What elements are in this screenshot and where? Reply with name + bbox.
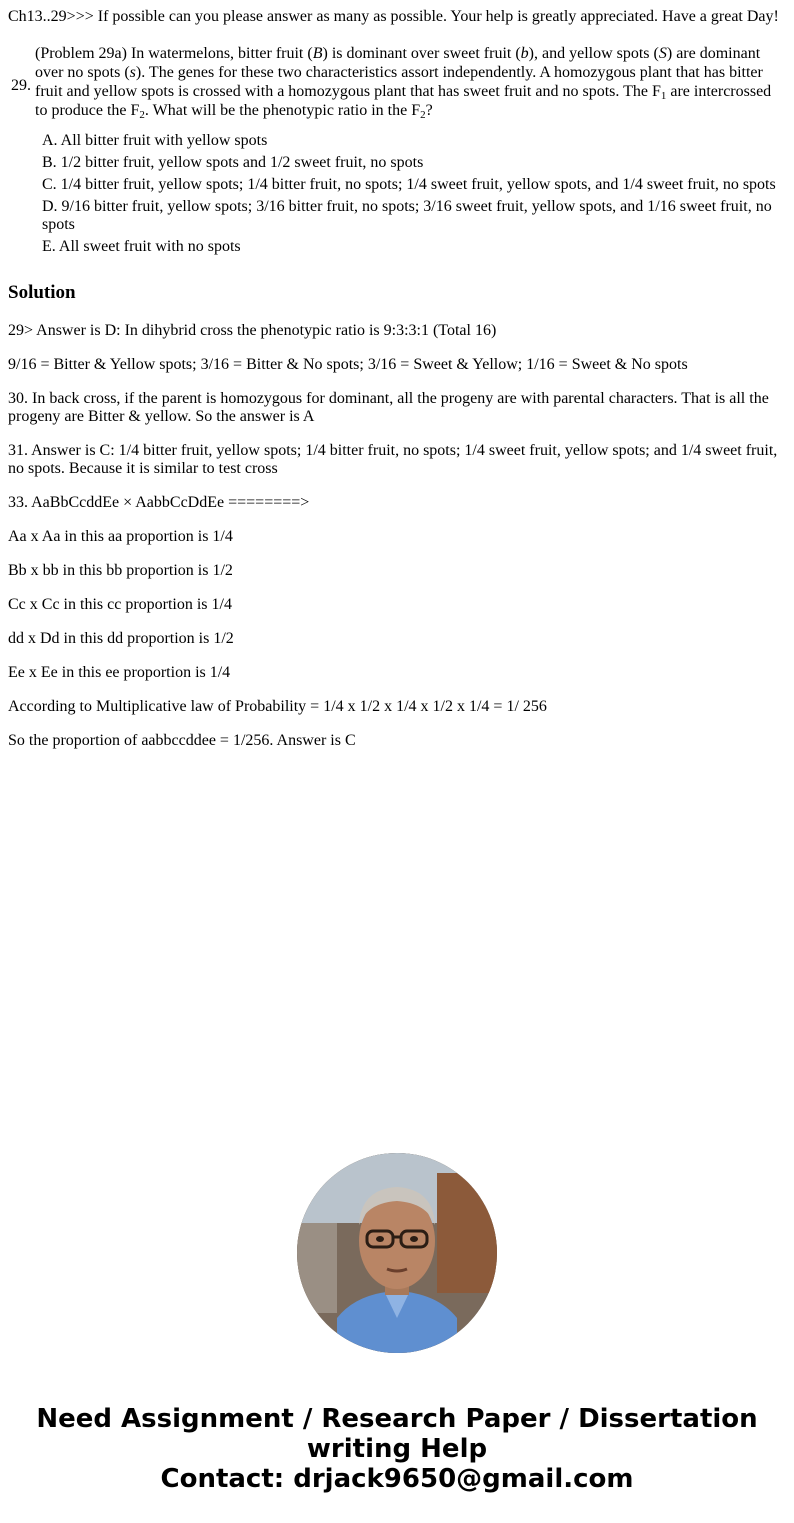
solution-paragraph: Ee x Ee in this ee proportion is 1/4 <box>8 664 231 681</box>
option-e: E. All sweet fruit with no spots <box>42 238 241 255</box>
solution-paragraph: So the proportion of aabbccddee = 1/256. Answer is C <box>8 732 356 749</box>
answer-options <box>42 132 784 260</box>
contact-banner <box>0 1404 794 1494</box>
intro-text: Ch13..29>>> If possible can you please answer as many as possible. Your help is greatly appreciated. Have a great Day! <box>8 8 779 25</box>
solution-paragraph: dd x Dd in this dd proportion is 1/2 <box>8 630 234 647</box>
author-avatar <box>297 1153 497 1353</box>
solution-paragraph: 33. AaBbCcddEe × AabbCcDdEe ========> <box>8 494 310 511</box>
banner-line: writing Help <box>306 1434 488 1464</box>
question-number: 29. <box>11 77 31 94</box>
solution-paragraph: Aa x Aa in this aa proportion is 1/4 <box>8 528 233 545</box>
solution-paragraph: 29> Answer is D: In dihybrid cross the phenotypic ratio is 9:3:3:1 (Total 16) <box>8 322 497 339</box>
option-a: A. All bitter fruit with yellow spots <box>42 132 268 149</box>
solution-heading: Solution <box>8 282 76 303</box>
option-c: C. 1/4 bitter fruit, yellow spots; 1/4 bitter fruit, no spots; 1/4 sweet fruit, yellow spots, and 1/4 sweet fruit, no spots <box>42 176 776 193</box>
banner-line: Need Assignment / Research Paper / Dissertation <box>36 1404 758 1434</box>
solution-paragraph: Cc x Cc in this cc proportion is 1/4 <box>8 596 232 613</box>
solution-paragraph: Bb x bb in this bb proportion is 1/2 <box>8 562 233 579</box>
option-b: B. 1/2 bitter fruit, yellow spots and 1/2 sweet fruit, no spots <box>42 154 424 171</box>
solution-paragraph: 31. Answer is C: 1/4 bitter fruit, yellow spots; 1/4 bitter fruit, no spots; 1/4 sweet fruit, yellow spots; and 1/4 sweet fruit, no spots. Because it is similar to test cross <box>8 442 778 477</box>
solution-paragraph: 30. In back cross, if the parent is homozygous for dominant, all the progeny are with parental characters. That is all the progeny are Bitter & yellow. So the answer is A <box>8 390 769 425</box>
option-d: D. 9/16 bitter fruit, yellow spots; 3/16 bitter fruit, no spots; 3/16 sweet fruit, yellow spots, and 1/16 sweet fruit, no spots <box>42 198 772 233</box>
solution-paragraph: 9/16 = Bitter & Yellow spots; 3/16 = Bitter & No spots; 3/16 = Sweet & Yellow; 1/16 = Sweet & No spots <box>8 356 688 373</box>
solution-paragraph: According to Multiplicative law of Probability = 1/4 x 1/2 x 1/4 x 1/2 x 1/4 = 1/ 256 <box>8 698 547 715</box>
question-text: (Problem 29a) In watermelons, bitter fruit (B) is dominant over sweet fruit (b), and yellow spots (S) are dominant over no spots (s). The genes for these two characteristics assort independently. A homozygous plant that has bitter fruit and yellow spots is crossed with a homozygous plant that has sweet fruit and no spots. The $F_1$ are intercrossed to produce the $F_2$. What will be the phenotypic ratio in the $F_2$? <box>35 45 772 121</box>
contact-email: Contact: drjack9650@gmail.com <box>160 1464 634 1494</box>
